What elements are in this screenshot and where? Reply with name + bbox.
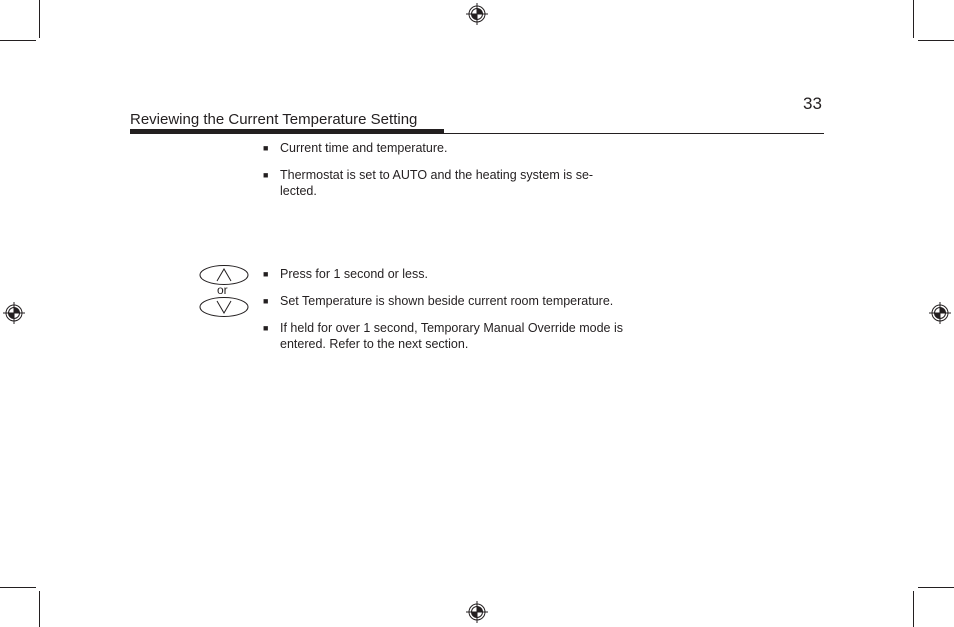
crop-mark-bottom-right-v (913, 591, 914, 627)
crop-mark-top-right-h (918, 40, 954, 41)
bullet-icon: ■ (263, 170, 269, 180)
key-note-item (263, 320, 645, 352)
display-note-item (263, 140, 645, 156)
display-note-text: Current time and temperature. (280, 141, 448, 155)
page-number: 33 (803, 94, 822, 113)
registration-mark-right-icon (929, 302, 951, 324)
up-arrow-key-icon (200, 266, 248, 285)
display-note-text: Thermostat is set to AUTO and the heating system is se-lected. (280, 168, 594, 198)
registration-mark-left-icon (3, 302, 25, 324)
down-arrow-key-icon (200, 298, 248, 317)
crop-mark-top-left-h (0, 40, 36, 41)
key-note-text: If held for over 1 second, Temporary Manual Override mode is entered. Refer to the next section. (280, 321, 623, 351)
key-note-text: Set Temperature is shown beside current room temperature. (280, 294, 614, 308)
bullet-icon: ■ (263, 323, 269, 333)
header-rule-accent (130, 129, 444, 133)
bullet-icon: ■ (263, 296, 269, 306)
crop-mark-top-left-v (39, 0, 40, 38)
or-label: or (217, 283, 228, 297)
crop-mark-top-right-v (913, 0, 914, 38)
crop-mark-bottom-right-h (918, 587, 954, 588)
bullet-icon: ■ (263, 143, 269, 153)
header-rule (130, 133, 824, 134)
key-note-item (263, 266, 645, 282)
display-note-item (263, 167, 620, 199)
registration-mark-bottom-icon (466, 601, 488, 623)
bullet-icon: ■ (263, 269, 269, 279)
section-title: Reviewing the Current Temperature Setting (130, 111, 418, 128)
crop-mark-bottom-left-h (0, 587, 36, 588)
key-note-item (263, 293, 650, 309)
registration-mark-top-icon (466, 3, 488, 25)
key-note-text: Press for 1 second or less. (280, 267, 428, 281)
crop-mark-bottom-left-v (39, 591, 40, 627)
